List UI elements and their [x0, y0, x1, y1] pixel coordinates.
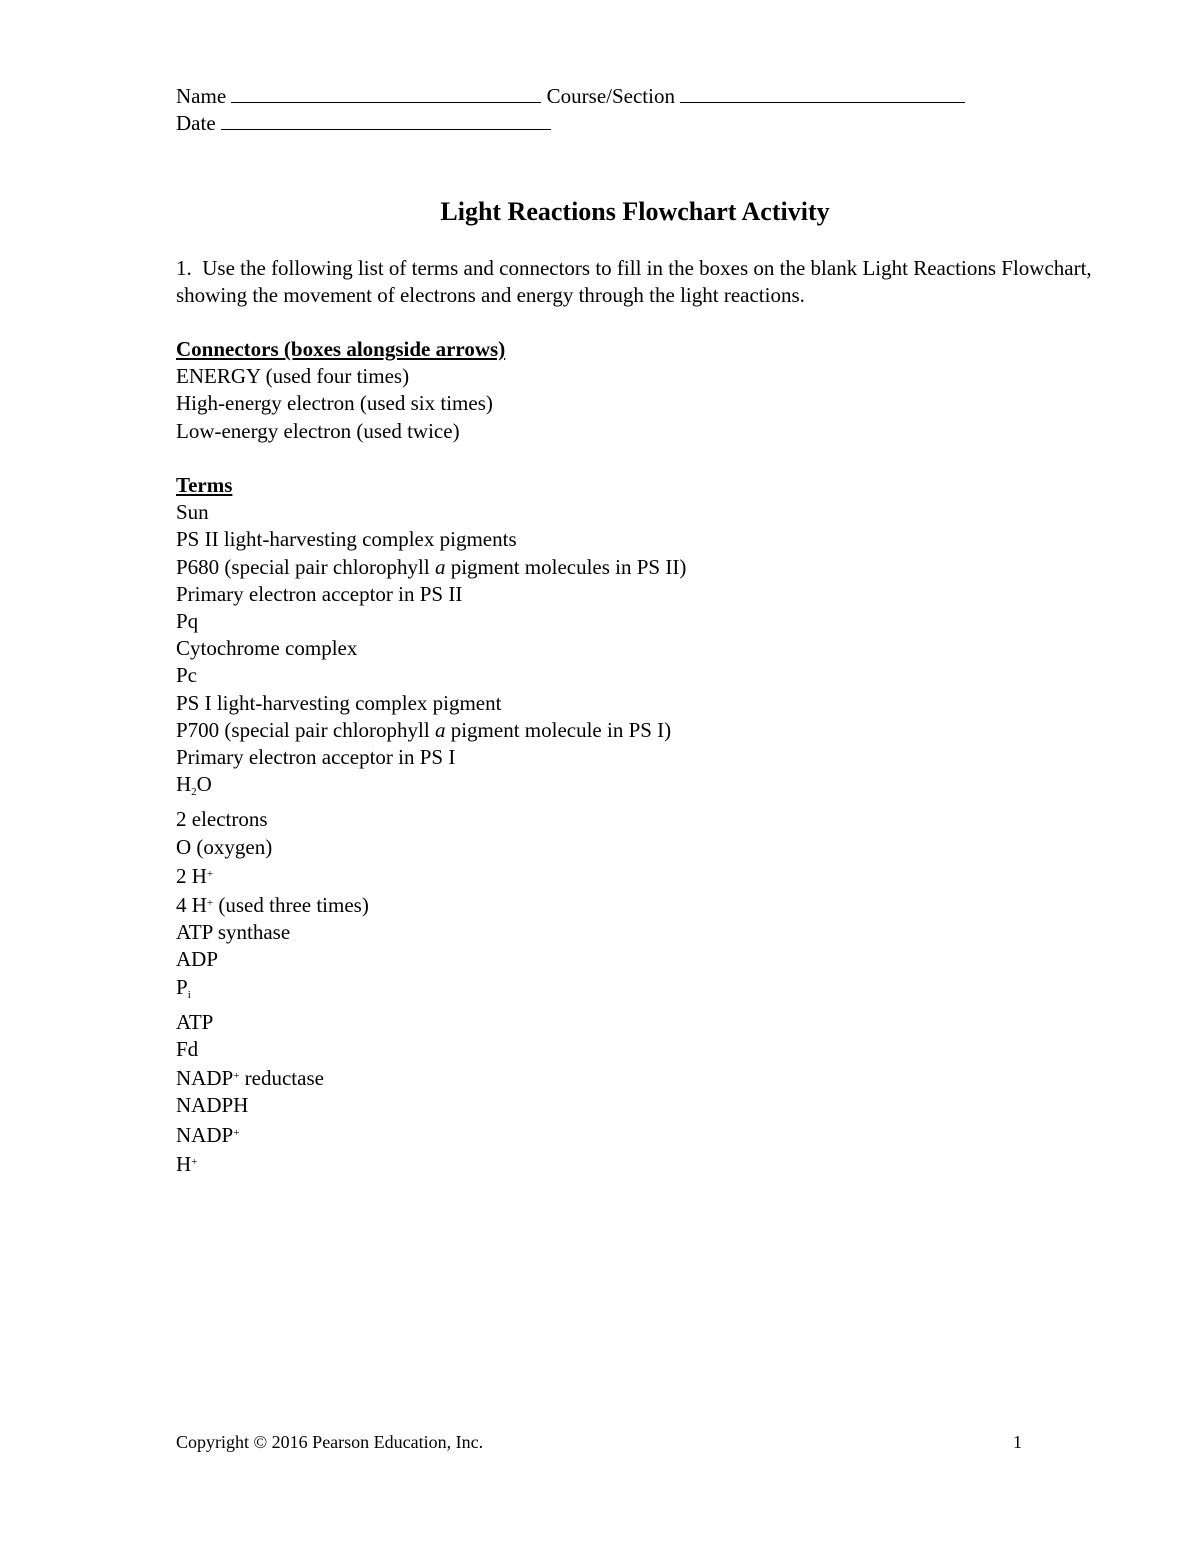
terms-heading: Terms — [176, 473, 233, 497]
page-title: Light Reactions Flowchart Activity — [440, 197, 830, 226]
term-item — [176, 890, 686, 919]
term-text: P — [176, 974, 188, 999]
term-item: PS I light-harvesting complex pigment — [176, 690, 502, 715]
term-item: Primary electron acceptor in PS I — [176, 745, 456, 770]
term-text: 4 H — [176, 893, 207, 918]
term-subscript: 2 — [191, 786, 197, 799]
term-italic: a — [434, 717, 446, 742]
term-superscript: + — [206, 897, 214, 910]
term-item — [176, 861, 686, 890]
term-item: 2 electrons — [176, 807, 268, 832]
term-superscript: + — [233, 1126, 240, 1139]
term-text: NADP — [176, 1066, 234, 1091]
name-course-line — [176, 84, 965, 109]
term-superscript: + — [233, 1070, 240, 1083]
term-superscript: + — [206, 867, 214, 880]
terms-section — [176, 472, 686, 1178]
term-text: P680 (special pair chlorophyll — [176, 554, 435, 579]
term-item — [176, 1149, 686, 1178]
term-text: reductase — [239, 1066, 324, 1091]
term-text: O — [196, 772, 212, 797]
term-text: (used three times) — [213, 893, 369, 918]
term-item: ATP — [176, 1009, 214, 1034]
term-italic: a — [434, 554, 446, 579]
term-item — [176, 717, 686, 744]
term-item: NADPH — [176, 1093, 249, 1118]
term-item: Cytochrome complex — [176, 636, 358, 661]
term-item: Primary electron acceptor in PS II — [176, 581, 463, 606]
term-item: O (oxygen) — [176, 834, 273, 859]
page-number: 1 — [1013, 1432, 1022, 1452]
date-blank[interactable] — [221, 112, 551, 130]
term-item: PS II light-harvesting complex pigments — [176, 527, 517, 552]
term-text: pigment molecule in PS I) — [445, 717, 672, 742]
date-label: Date — [176, 111, 216, 135]
name-blank[interactable] — [231, 85, 541, 103]
term-text: 2 H — [176, 863, 207, 888]
term-text: H — [176, 1151, 192, 1176]
term-text: NADP — [176, 1122, 234, 1147]
term-item — [176, 1120, 686, 1149]
term-item: Sun — [176, 500, 209, 525]
connector-item: ENERGY (used four times) — [176, 364, 410, 389]
term-item — [176, 771, 686, 806]
term-item: Fd — [176, 1037, 199, 1062]
term-text: P700 (special pair chlorophyll — [176, 717, 435, 742]
term-superscript: + — [191, 1155, 198, 1168]
term-item: ATP synthase — [176, 920, 291, 945]
term-item: ADP — [176, 947, 219, 972]
instruction-number: 1. — [176, 256, 192, 280]
copyright-notice: Copyright © 2016 Pearson Education, Inc. — [176, 1432, 484, 1452]
term-item: Pq — [176, 609, 199, 634]
term-text: H — [176, 772, 192, 797]
term-subscript: i — [187, 988, 191, 1001]
connectors-heading: Connectors (boxes alongside arrows) — [176, 337, 506, 361]
term-item — [176, 1063, 686, 1092]
connector-item: Low-energy electron (used twice) — [176, 418, 460, 443]
term-item: Pc — [176, 663, 197, 688]
term-item — [176, 974, 686, 1009]
course-section-label: Course/Section — [546, 84, 675, 108]
instructions — [176, 255, 1116, 309]
name-label: Name — [176, 84, 227, 108]
term-item — [176, 554, 686, 581]
course-section-blank[interactable] — [680, 85, 965, 103]
term-text: pigment molecules in PS II) — [445, 554, 687, 579]
date-line — [176, 111, 551, 136]
connectors-section — [176, 336, 505, 445]
connector-item: High-energy electron (used six times) — [176, 391, 493, 416]
instruction-text: Use the following list of terms and connectors to fill in the boxes on the blank Light Reactions Flowchart, showing the movement of electrons and energy through the light reactions. — [176, 256, 1092, 307]
